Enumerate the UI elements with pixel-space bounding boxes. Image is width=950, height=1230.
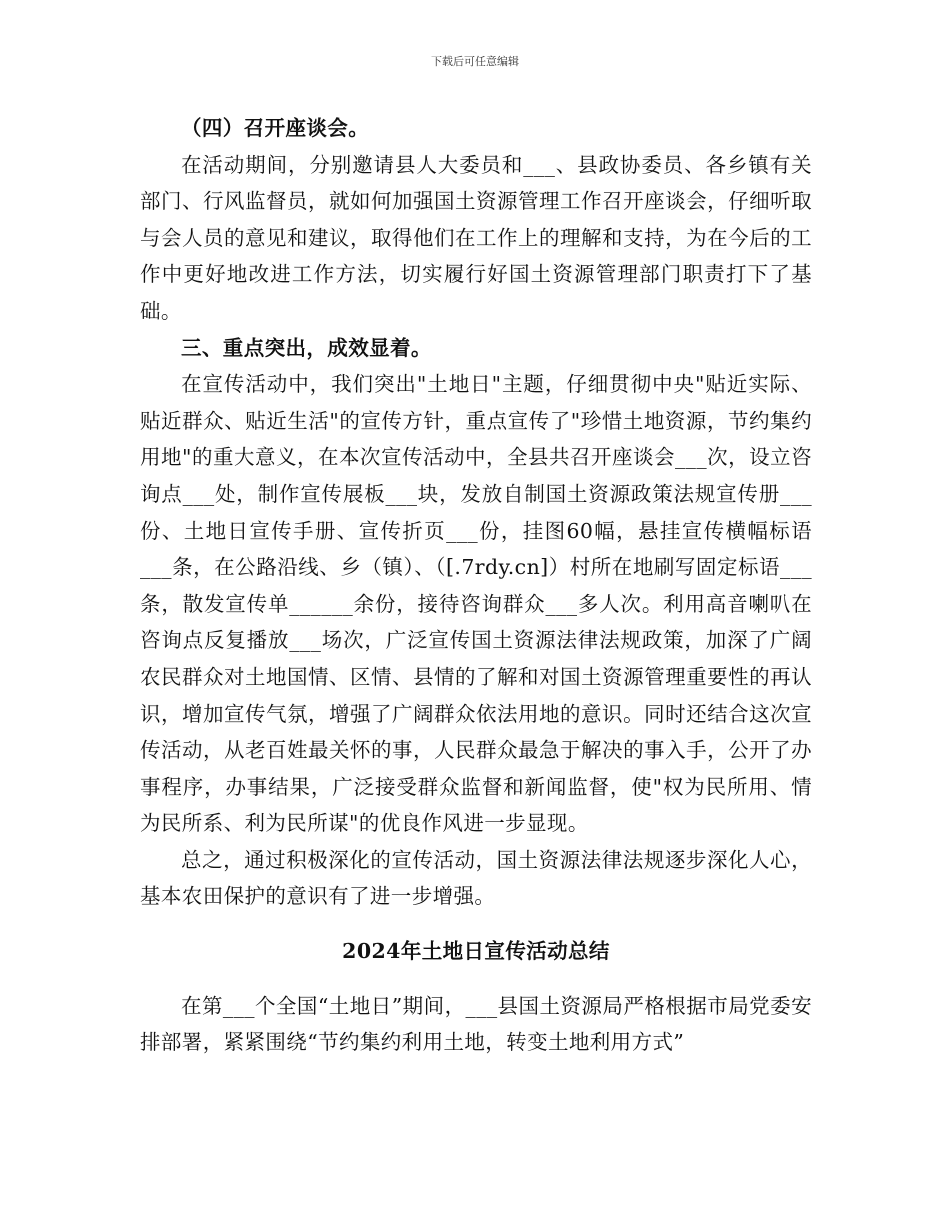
section-heading-three: 三、重点突出，成效显着。 — [181, 335, 432, 360]
document-title: 2024年土地日宣传活动总结 — [342, 939, 610, 964]
paragraph-summary: 总之，通过积极深化的宣传活动，国土资源法律法规逐步深化人心，基本农田保护的意识有了进一步增强。 — [140, 847, 812, 909]
section-heading-four: （四）召开座谈会。 — [181, 116, 370, 140]
document-body — [140, 110, 812, 1061]
paragraph-effect: 在宣传活动中，我们突出"土地日"主题，仔细贯彻中央"贴近实际、贴近群众、贴近生活"的宣传方针，重点宣传了"珍惜土地资源，节约集约用地"的重大意义，在本次宣传活动中，全县共召开座谈会___次，设立咨询点___处，制作宣传展板___块，发放自制国土资源政策法规宣传册___份、土地日宣传手册、宣传折页___份，挂图60幅，悬挂宣传横幅标语___条，在公路沿线、乡（镇）、（[.7rdy.cn]）村所在地刷写固定标语___条，散发宣传单______余份，接待咨询群众___多人次。利用高音喇叭在咨询点反复播放___场次，广泛宣传国土资源法律法规政策，加深了广阔农民群众对土地国情、区情、县情的了解和对国土资源管理重要性的再认识，增加宣传气氛，增强了广阔群众依法用地的意识。同时还结合这次宣传活动，从老百姓最关怀的事，人民群众最急于解决的事入手，公开了办事程序，办事结果，广泛接受群众监督和新闻监督，使"权为民所用、情为民所系、利为民所谋"的优良作风进一步显现。 — [140, 372, 812, 836]
paragraph-forum: 在活动期间，分别邀请县人大委员和___、县政协委员、各乡镇有关部门、行风监督员，就如何加强国土资源管理工作召开座谈会，仔细听取与会人员的意见和建议，取得他们在工作上的理解和支持，为在今后的工作中更好地改进工作方法，切实履行好国土资源管理部门职责打下了基础。 — [140, 152, 812, 323]
paragraph-intro: 在第___个全国“土地日”期间，___县国土资源局严格根据市局党委安排部署，紧紧围绕“节约集约利用土地，转变土地利用方式” — [140, 993, 812, 1055]
page-header-note: 下载后可任意编辑 — [431, 55, 519, 68]
